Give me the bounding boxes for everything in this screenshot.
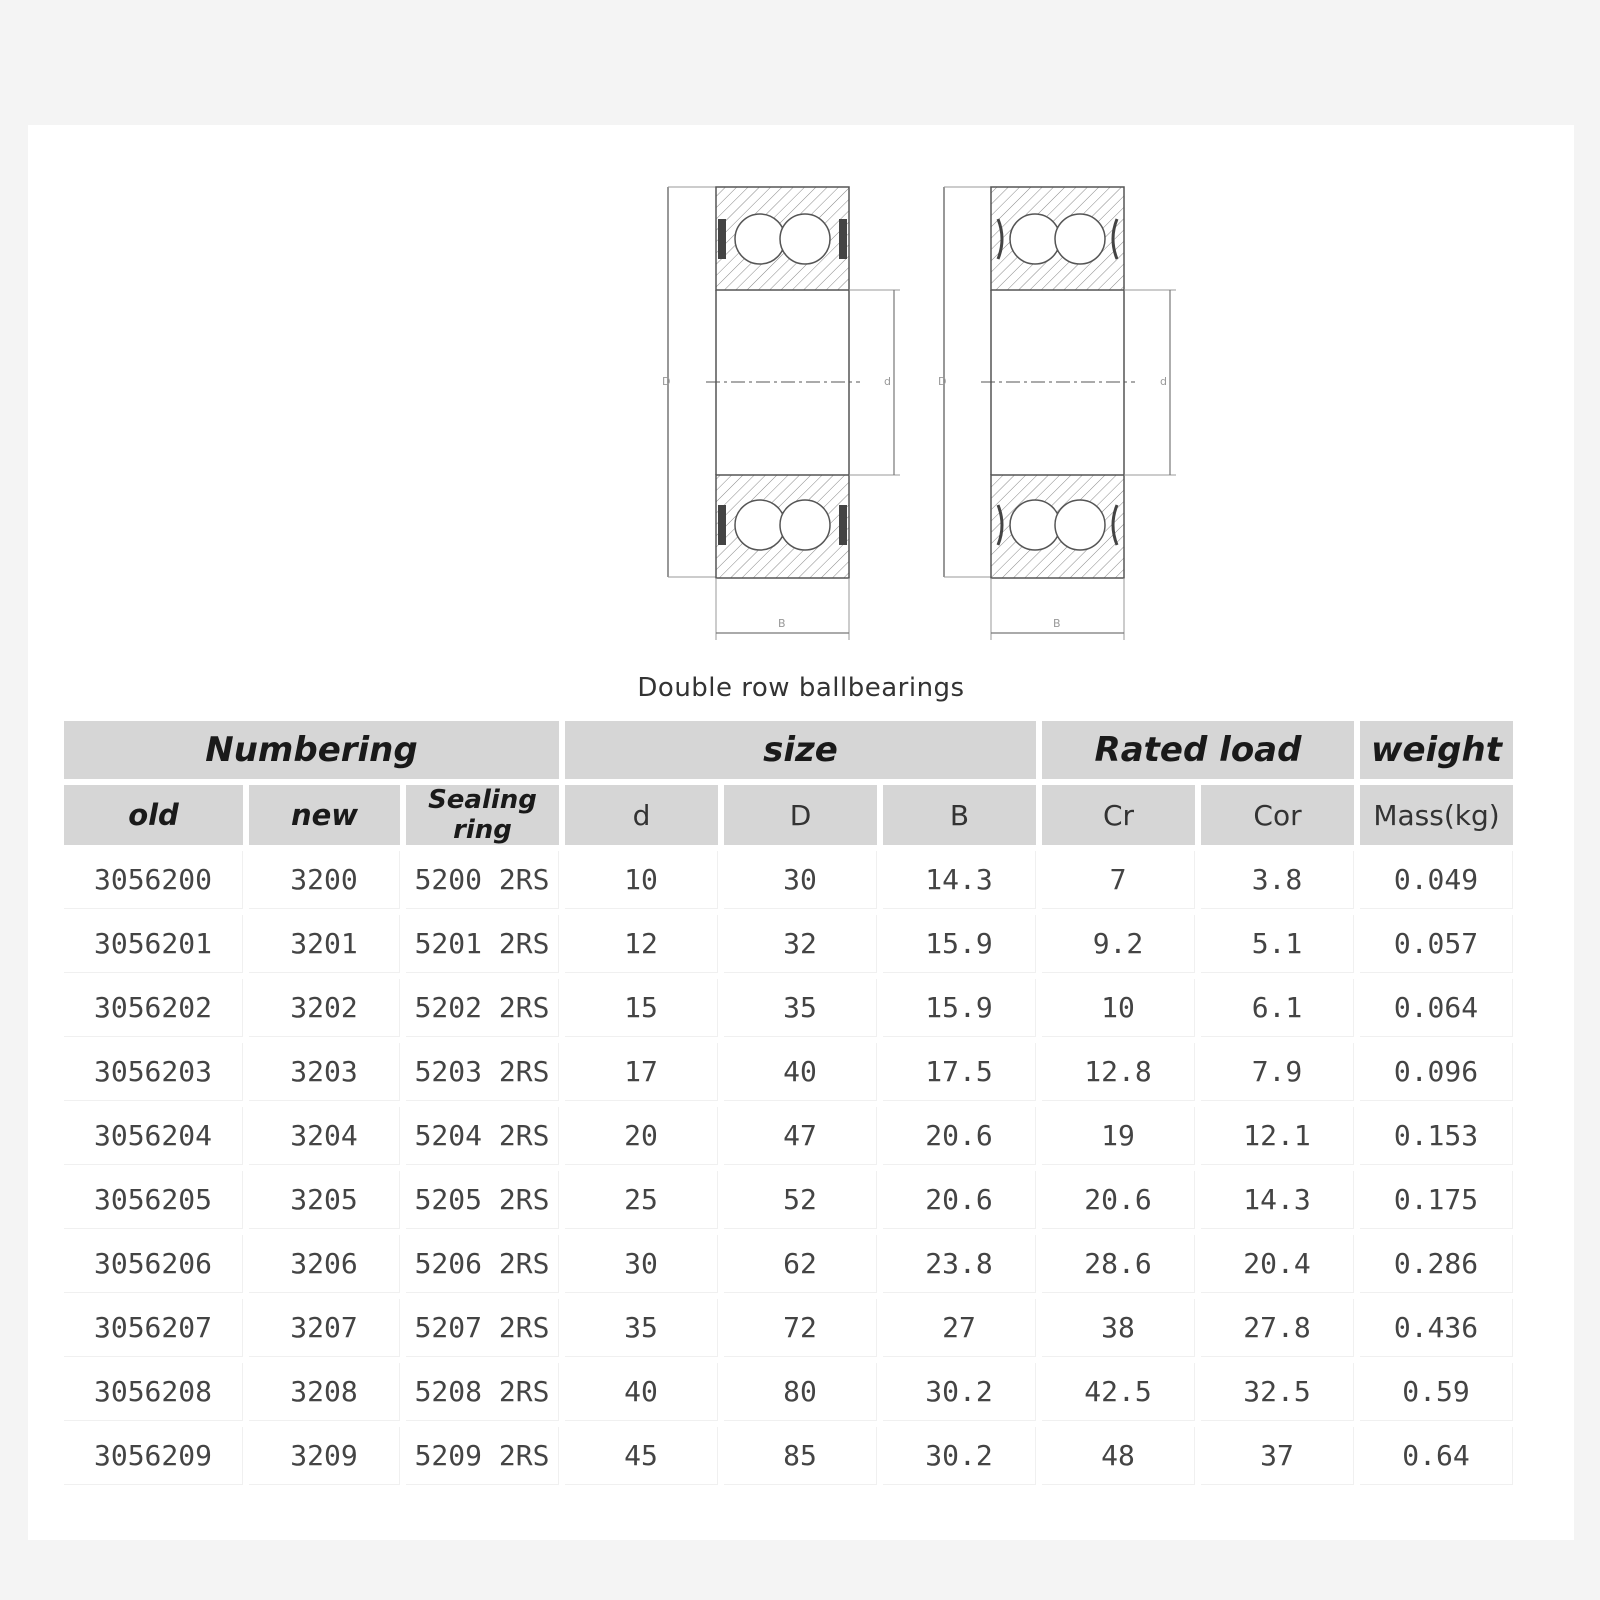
cell-outer-diameter: 62 bbox=[724, 1235, 877, 1293]
cell-cr: 19 bbox=[1042, 1107, 1195, 1165]
cell-new-number: 3207 bbox=[249, 1299, 400, 1357]
cell-cr: 9.2 bbox=[1042, 915, 1195, 973]
cell-cor: 27.8 bbox=[1201, 1299, 1354, 1357]
cell-new-number: 3200 bbox=[249, 851, 400, 909]
width-label: B bbox=[778, 617, 786, 630]
cell-new-number: 3204 bbox=[249, 1107, 400, 1165]
column-header-row bbox=[64, 785, 1513, 845]
cell-inner-diameter: 45 bbox=[565, 1427, 718, 1485]
bearing-spec-table bbox=[58, 715, 1519, 1491]
cell-width: 23.8 bbox=[883, 1235, 1036, 1293]
cell-sealing-ring: 5209 2RS bbox=[406, 1427, 559, 1485]
cell-old-number: 3056200 bbox=[64, 851, 243, 909]
bearing-right bbox=[938, 187, 1176, 640]
cell-width: 20.6 bbox=[883, 1171, 1036, 1229]
cell-old-number: 3056203 bbox=[64, 1043, 243, 1101]
cell-cr: 7 bbox=[1042, 851, 1195, 909]
cell-cor: 32.5 bbox=[1201, 1363, 1354, 1421]
cell-inner-diameter: 25 bbox=[565, 1171, 718, 1229]
cell-sealing-ring: 5203 2RS bbox=[406, 1043, 559, 1101]
cell-new-number: 3209 bbox=[249, 1427, 400, 1485]
cell-old-number: 3056205 bbox=[64, 1171, 243, 1229]
cell-old-number: 3056204 bbox=[64, 1107, 243, 1165]
cell-cor: 20.4 bbox=[1201, 1235, 1354, 1293]
width-label: B bbox=[1053, 617, 1061, 630]
cell-cor: 7.9 bbox=[1201, 1043, 1354, 1101]
cell-width: 14.3 bbox=[883, 851, 1036, 909]
cell-outer-diameter: 80 bbox=[724, 1363, 877, 1421]
table-body bbox=[64, 851, 1513, 1485]
table-row bbox=[64, 1235, 1513, 1293]
table-row bbox=[64, 1171, 1513, 1229]
group-header-row bbox=[64, 721, 1513, 779]
cell-outer-diameter: 52 bbox=[724, 1171, 877, 1229]
inner-diameter-label: d bbox=[884, 375, 891, 388]
cell-cr: 38 bbox=[1042, 1299, 1195, 1357]
column-header-sealing-ring: Sealing ring bbox=[406, 785, 559, 845]
cell-width: 15.9 bbox=[883, 979, 1036, 1037]
group-header-size: size bbox=[565, 721, 1036, 779]
cell-outer-diameter: 47 bbox=[724, 1107, 877, 1165]
cell-mass: 0.64 bbox=[1360, 1427, 1513, 1485]
cell-mass: 0.286 bbox=[1360, 1235, 1513, 1293]
cell-cor: 37 bbox=[1201, 1427, 1354, 1485]
cell-mass: 0.153 bbox=[1360, 1107, 1513, 1165]
cell-cr: 10 bbox=[1042, 979, 1195, 1037]
cell-cr: 48 bbox=[1042, 1427, 1195, 1485]
bearing-cross-section-drawing bbox=[648, 185, 1208, 735]
spec-sheet bbox=[28, 125, 1574, 1540]
cell-mass: 0.59 bbox=[1360, 1363, 1513, 1421]
cell-width: 27 bbox=[883, 1299, 1036, 1357]
table-row bbox=[64, 851, 1513, 909]
cell-new-number: 3206 bbox=[249, 1235, 400, 1293]
column-header-cor: Cor bbox=[1201, 785, 1354, 845]
outer-diameter-label: D bbox=[938, 375, 947, 388]
table-row bbox=[64, 1427, 1513, 1485]
column-header-mass: Mass(kg) bbox=[1360, 785, 1513, 845]
cell-new-number: 3208 bbox=[249, 1363, 400, 1421]
cell-cr: 20.6 bbox=[1042, 1171, 1195, 1229]
cell-new-number: 3201 bbox=[249, 915, 400, 973]
group-header-numbering: Numbering bbox=[64, 721, 559, 779]
table-row bbox=[64, 915, 1513, 973]
table-row bbox=[64, 1107, 1513, 1165]
cell-old-number: 3056201 bbox=[64, 915, 243, 973]
table-row bbox=[64, 979, 1513, 1037]
cell-cor: 12.1 bbox=[1201, 1107, 1354, 1165]
cell-old-number: 3056207 bbox=[64, 1299, 243, 1357]
bearing-left bbox=[662, 187, 900, 640]
cell-inner-diameter: 12 bbox=[565, 915, 718, 973]
cell-cor: 14.3 bbox=[1201, 1171, 1354, 1229]
cell-old-number: 3056209 bbox=[64, 1427, 243, 1485]
cell-cor: 3.8 bbox=[1201, 851, 1354, 909]
cell-sealing-ring: 5205 2RS bbox=[406, 1171, 559, 1229]
table-row bbox=[64, 1299, 1513, 1357]
cell-inner-diameter: 20 bbox=[565, 1107, 718, 1165]
column-header-cr: Cr bbox=[1042, 785, 1195, 845]
cell-inner-diameter: 17 bbox=[565, 1043, 718, 1101]
cell-new-number: 3203 bbox=[249, 1043, 400, 1101]
cell-sealing-ring: 5204 2RS bbox=[406, 1107, 559, 1165]
cell-mass: 0.057 bbox=[1360, 915, 1513, 973]
cell-width: 15.9 bbox=[883, 915, 1036, 973]
cell-new-number: 3205 bbox=[249, 1171, 400, 1229]
cell-cor: 5.1 bbox=[1201, 915, 1354, 973]
cell-width: 17.5 bbox=[883, 1043, 1036, 1101]
cell-mass: 0.436 bbox=[1360, 1299, 1513, 1357]
group-header-weight: weight bbox=[1360, 721, 1513, 779]
column-header-new: new bbox=[249, 785, 400, 845]
cell-inner-diameter: 15 bbox=[565, 979, 718, 1037]
cell-sealing-ring: 5202 2RS bbox=[406, 979, 559, 1037]
cell-outer-diameter: 32 bbox=[724, 915, 877, 973]
cell-mass: 0.175 bbox=[1360, 1171, 1513, 1229]
column-header-d: d bbox=[565, 785, 718, 845]
cell-sealing-ring: 5208 2RS bbox=[406, 1363, 559, 1421]
cell-outer-diameter: 85 bbox=[724, 1427, 877, 1485]
drawing-caption: Double row ballbearings bbox=[637, 673, 965, 703]
cell-sealing-ring: 5200 2RS bbox=[406, 851, 559, 909]
outer-diameter-label: D bbox=[662, 375, 671, 388]
cell-mass: 0.049 bbox=[1360, 851, 1513, 909]
cell-old-number: 3056208 bbox=[64, 1363, 243, 1421]
cell-inner-diameter: 35 bbox=[565, 1299, 718, 1357]
inner-diameter-label: d bbox=[1160, 375, 1167, 388]
cell-sealing-ring: 5206 2RS bbox=[406, 1235, 559, 1293]
cell-inner-diameter: 40 bbox=[565, 1363, 718, 1421]
cell-outer-diameter: 72 bbox=[724, 1299, 877, 1357]
cell-cr: 42.5 bbox=[1042, 1363, 1195, 1421]
cell-sealing-ring: 5201 2RS bbox=[406, 915, 559, 973]
column-header-D: D bbox=[724, 785, 877, 845]
cell-mass: 0.096 bbox=[1360, 1043, 1513, 1101]
cell-old-number: 3056206 bbox=[64, 1235, 243, 1293]
table-row bbox=[64, 1363, 1513, 1421]
cell-width: 30.2 bbox=[883, 1427, 1036, 1485]
cell-outer-diameter: 35 bbox=[724, 979, 877, 1037]
cell-mass: 0.064 bbox=[1360, 979, 1513, 1037]
cell-inner-diameter: 10 bbox=[565, 851, 718, 909]
cell-inner-diameter: 30 bbox=[565, 1235, 718, 1293]
cell-outer-diameter: 40 bbox=[724, 1043, 877, 1101]
cell-width: 30.2 bbox=[883, 1363, 1036, 1421]
cell-old-number: 3056202 bbox=[64, 979, 243, 1037]
cell-outer-diameter: 30 bbox=[724, 851, 877, 909]
column-header-old: old bbox=[64, 785, 243, 845]
cell-sealing-ring: 5207 2RS bbox=[406, 1299, 559, 1357]
cell-cr: 28.6 bbox=[1042, 1235, 1195, 1293]
cell-new-number: 3202 bbox=[249, 979, 400, 1037]
cell-width: 20.6 bbox=[883, 1107, 1036, 1165]
column-header-B: B bbox=[883, 785, 1036, 845]
table-row bbox=[64, 1043, 1513, 1101]
cell-cor: 6.1 bbox=[1201, 979, 1354, 1037]
group-header-rated-load: Rated load bbox=[1042, 721, 1354, 779]
cell-cr: 12.8 bbox=[1042, 1043, 1195, 1101]
